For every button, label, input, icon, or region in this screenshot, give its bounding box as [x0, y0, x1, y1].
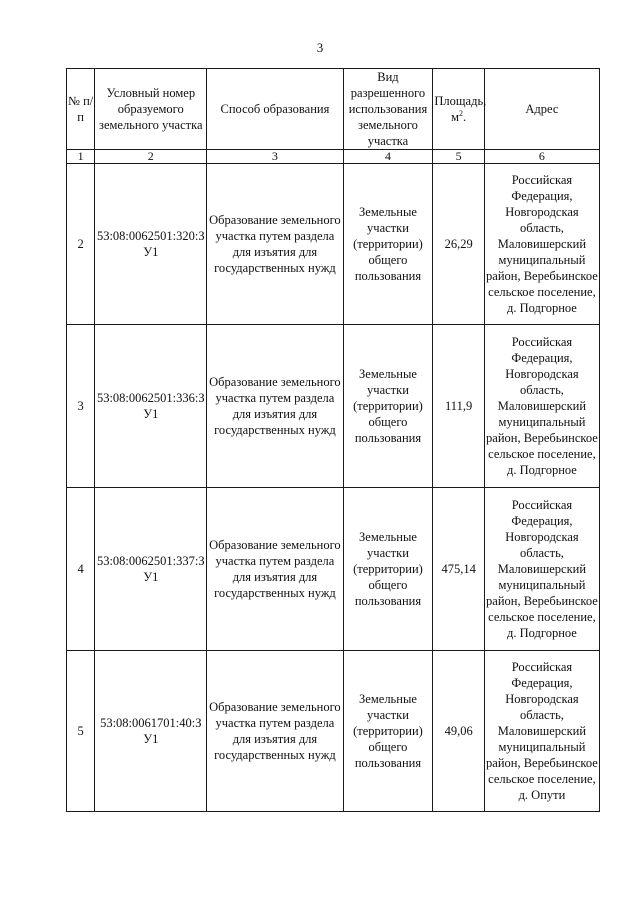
header-area-label: Площадь,	[434, 94, 487, 108]
table-row	[67, 488, 600, 651]
table-header-row	[67, 69, 600, 150]
header-area-unit-suffix: .	[463, 110, 467, 124]
table-row	[67, 651, 600, 812]
formation-method: Образование земельного участка путем раздела для изъятия для государственных нужд	[207, 651, 343, 812]
area-value: 26,29	[433, 164, 484, 325]
column-index: 3	[207, 150, 343, 164]
permitted-use: Земельные участки (территории) общего пользования	[343, 325, 433, 488]
table-row	[67, 164, 600, 325]
header-formation-method: Способ образования	[207, 69, 343, 150]
cadastral-number: 53:08:0061701:40:ЗУ1	[95, 651, 207, 812]
header-area-unit: м	[451, 110, 460, 124]
address: Российская Федерация, Новгородская область, Маловишерский муниципальный район, Веребьинское сельское поселение, д. Подгорное	[484, 488, 599, 651]
area-value: 49,06	[433, 651, 484, 812]
cadastral-number: 53:08:0062501:336:ЗУ1	[95, 325, 207, 488]
row-number: 4	[67, 488, 95, 651]
row-number: 3	[67, 325, 95, 488]
row-number: 5	[67, 651, 95, 812]
address: Российская Федерация, Новгородская область, Маловишерский муниципальный район, Веребьинское сельское поселение, д. Подгорное	[484, 164, 599, 325]
cadastral-number: 53:08:0062501:320:ЗУ1	[95, 164, 207, 325]
land-plots-table	[66, 68, 600, 812]
column-index: 6	[484, 150, 599, 164]
permitted-use: Земельные участки (территории) общего пользования	[343, 164, 433, 325]
column-index-row	[67, 150, 600, 164]
formation-method: Образование земельного участка путем раздела для изъятия для государственных нужд	[207, 488, 343, 651]
address: Российская Федерация, Новгородская область, Маловишерский муниципальный район, Веребьинское сельское поселение, д. Опути	[484, 651, 599, 812]
formation-method: Образование земельного участка путем раздела для изъятия для государственных нужд	[207, 325, 343, 488]
address: Российская Федерация, Новгородская область, Маловишерский муниципальный район, Веребьинское сельское поселение, д. Подгорное	[484, 325, 599, 488]
formation-method: Образование земельного участка путем раздела для изъятия для государственных нужд	[207, 164, 343, 325]
column-index: 5	[433, 150, 484, 164]
permitted-use: Земельные участки (территории) общего пользования	[343, 488, 433, 651]
permitted-use: Земельные участки (территории) общего пользования	[343, 651, 433, 812]
area-value: 111,9	[433, 325, 484, 488]
header-cadastral-number: Условный номер образуемого земельного участка	[95, 69, 207, 150]
row-number: 2	[67, 164, 95, 325]
column-index: 2	[95, 150, 207, 164]
header-permitted-use: Вид разрешенного использования земельного участка	[343, 69, 433, 150]
column-index: 1	[67, 150, 95, 164]
area-value: 475,14	[433, 488, 484, 651]
header-area	[433, 69, 487, 150]
header-address: Адрес	[484, 69, 599, 150]
column-index: 4	[343, 150, 433, 164]
page-number: 3	[316, 40, 324, 55]
header-number: № п/п	[67, 69, 95, 150]
table-row	[67, 325, 600, 488]
header-area-unit-exponent: 2	[459, 108, 464, 118]
cadastral-number: 53:08:0062501:337:ЗУ1	[95, 488, 207, 651]
